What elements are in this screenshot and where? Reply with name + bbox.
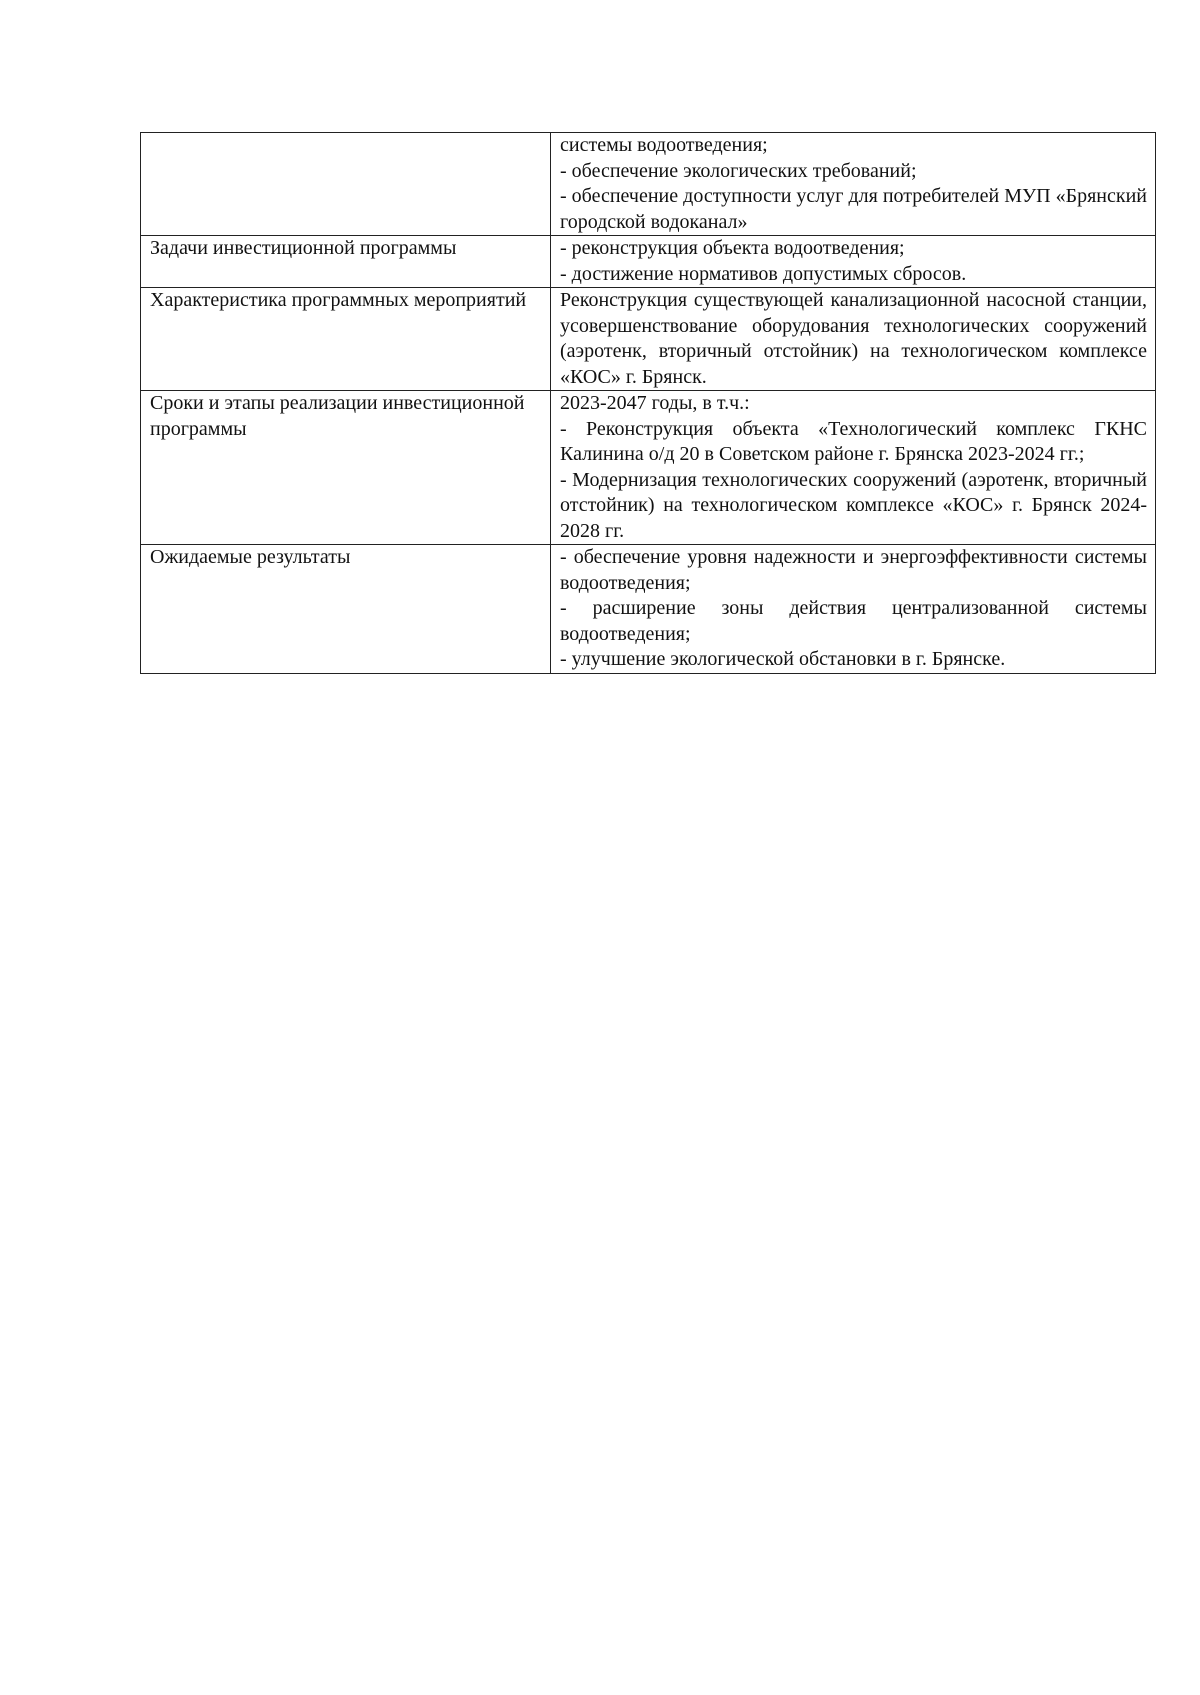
content-line: - обеспечение уровня надежности и энергоэффективности системы водоотведения; — [560, 546, 1147, 594]
table-row — [141, 133, 1156, 236]
content-line: - Реконструкция объекта «Технологический комплекс ГКНС Калинина о/д 20 в Советском районе г. Брянска 2023-2024 гг.; — [560, 417, 1147, 465]
row-content-cell — [551, 133, 1156, 236]
table-row — [141, 545, 1156, 674]
row-label-cell — [141, 236, 551, 288]
content-line: системы водоотведения; — [560, 134, 768, 156]
row-label-cell — [141, 391, 551, 545]
row-label-cell — [141, 545, 551, 674]
row-label: Характеристика программных мероприятий — [150, 289, 527, 311]
content-line: - обеспечение экологических требований; — [560, 159, 917, 182]
content-line: - улучшение экологической обстановки в г. Брянске. — [560, 648, 1006, 670]
content-line: 2023-2047 годы, в т.ч.: — [560, 392, 750, 414]
row-content-cell — [551, 236, 1156, 288]
table-row — [141, 391, 1156, 545]
table-row — [141, 236, 1156, 288]
row-label: Задачи инвестиционной программы — [150, 237, 457, 259]
row-label-cell — [141, 288, 551, 391]
row-label: Сроки и этапы реализации инвестиционной программы — [150, 392, 525, 440]
row-content-cell — [551, 288, 1156, 391]
content-line: - Модернизация технологических сооружений (аэротенк, вторичный отстойник) на технологическом комплексе «КОС» г. Брянск 2024-2028 гг. — [560, 468, 1147, 542]
row-label: Ожидаемые результаты — [150, 546, 351, 568]
investment-program-table — [140, 132, 1156, 674]
row-content-cell — [551, 391, 1156, 545]
table-row — [141, 288, 1156, 391]
content-line: - расширение зоны действия централизованной системы водоотведения; — [560, 597, 1147, 645]
row-content-cell — [551, 545, 1156, 674]
content-line: - достижение нормативов допустимых сбросов. — [560, 262, 967, 285]
row-label-cell — [141, 133, 551, 236]
content-line: - обеспечение доступности услуг для потребителей МУП «Брянский городской водоканал» — [560, 185, 1147, 233]
content-line: - реконструкция объекта водоотведения; — [560, 237, 905, 259]
content-line: Реконструкция существующей канализационной насосной станции, усовершенствование оборудования технологических сооружений (аэротенк, вторичный отстойник) на технологическом комплексе «КОС» г. Брянск. — [560, 289, 1147, 388]
